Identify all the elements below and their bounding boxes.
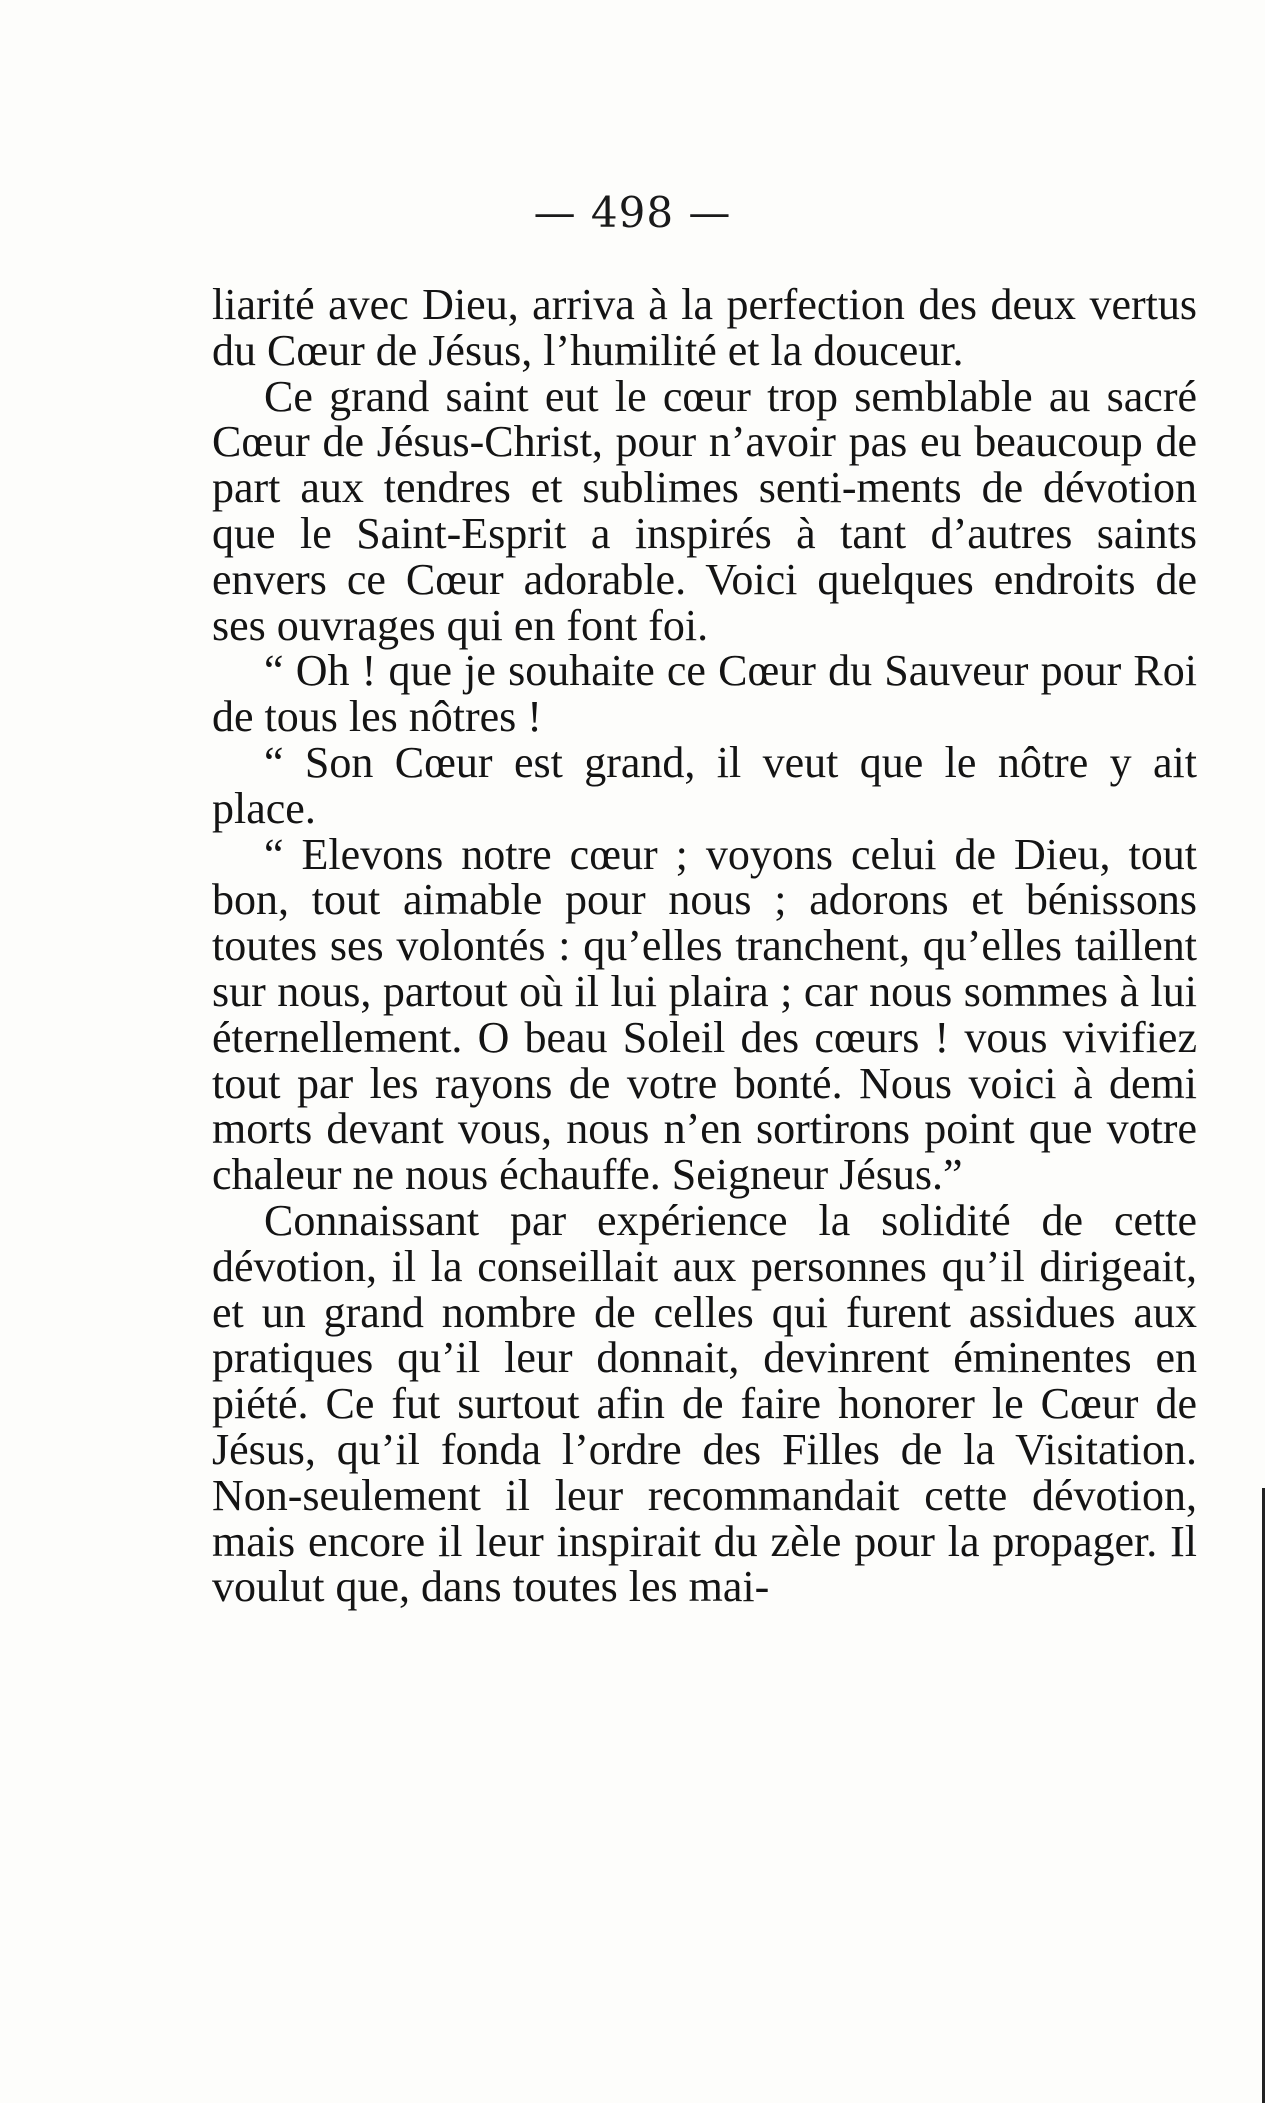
paragraph-2: Ce grand saint eut le cœur trop semblable au sacré Cœur de Jésus-Christ, pour n’avoir pas eu beaucoup de part aux tendres et sublimes senti-ments de dévotion que le Saint-Esprit a inspirés à tant d’autres saints envers ce Cœur adorable. Voici quelques endroits de ses ouvrages qui en font foi.: [212, 371, 1197, 650]
paragraph-5: “ Elevons notre cœur ; voyons celui de Dieu, tout bon, tout aimable pour nous ; adorons et bénissons toutes ses volontés : qu’elles tranchent, qu’elles taillent sur nous, partout où il lui plaira ; car nous sommes à lui éternellement. O beau Soleil des cœurs ! vous vivifiez tout par les rayons de votre bonté. Nous voici à demi morts devant vous, nous n’en sortirons point que votre chaleur ne nous échauffe. Seigneur Jésus.”: [212, 829, 1197, 1200]
body-text: [212, 282, 1197, 1610]
paragraph-1: liarité avec Dieu, arriva à la perfection des deux vertus du Cœur de Jésus, l’humilité et la douceur.: [212, 280, 1197, 375]
paragraph-6: Connaissant par expérience la solidité de cette dévotion, il la conseillait aux personnes qu’il dirigeait, et un grand nombre de celles qui furent assidues aux pratiques qu’il leur donnait, devinrent éminentes en piété. Ce fut surtout afin de faire honorer le Cœur de Jésus, qu’il fonda l’ordre des Filles de la Visitation. Non-seulement il leur recommandait cette dévotion, mais encore il leur inspirait du zèle pour la propager. Il voulut que, dans toutes les mai-: [212, 1195, 1197, 1612]
page-number: — 498 —: [533, 188, 732, 237]
paragraph-4: “ Son Cœur est grand, il veut que le nôtre y ait place.: [212, 737, 1197, 833]
paragraph-3: “ Oh ! que je souhaite ce Cœur du Sauveur pour Roi de tous les nôtres !: [212, 646, 1197, 742]
